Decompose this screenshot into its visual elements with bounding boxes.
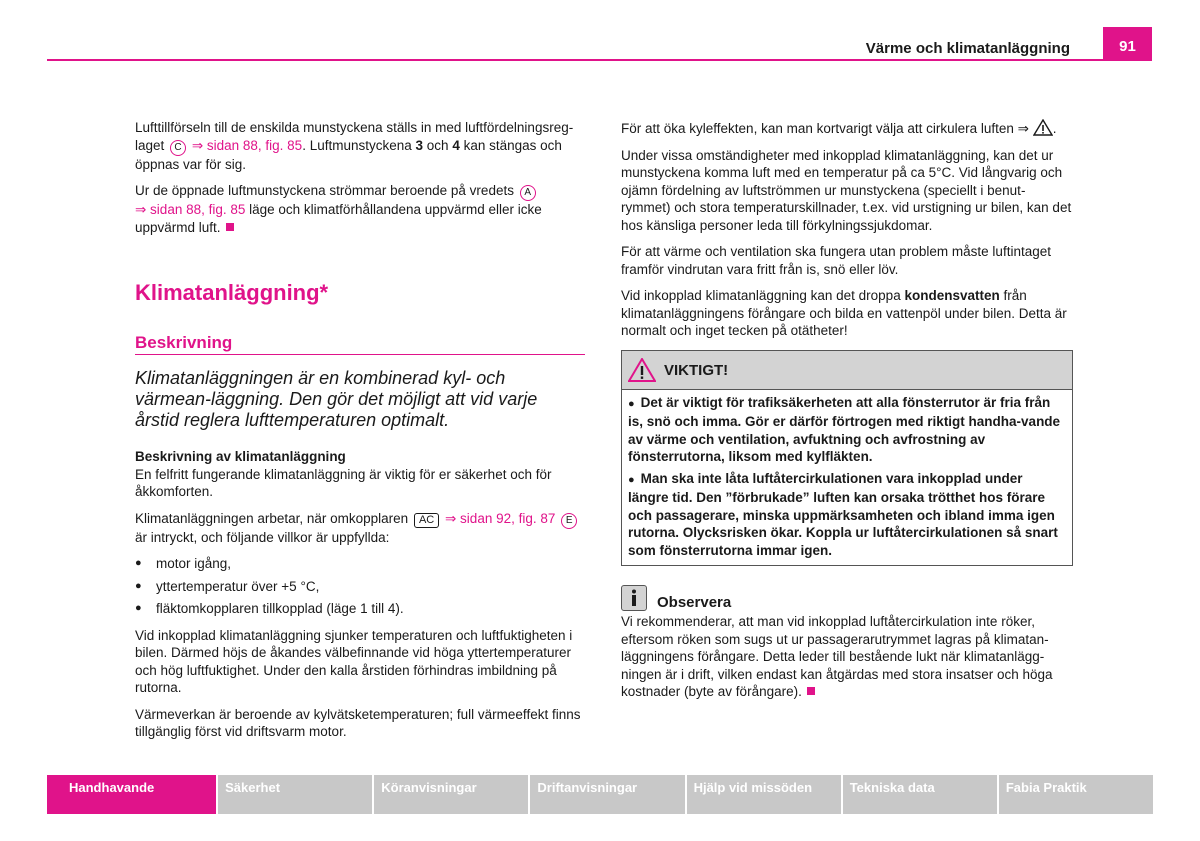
lead-paragraph: Klimatanläggningen är en kombinerad kyl- och värmean-läggning. Den gör det möjligt att vid varje årstid reglera lufttemperaturen optimalt. <box>135 368 538 430</box>
cross-reference-link[interactable]: ⇒ sidan 92, fig. 87 <box>445 510 556 526</box>
paragraph-cooling: För att öka kyleffekten, kan man kortvarigt välja att cirkulera luften ⇒ . <box>621 121 1057 136</box>
paragraph-intro: En felfritt fungerande klimatanläggning är viktig för er säkerhet och för åkkomforten. <box>135 466 552 499</box>
tab-sakerhet[interactable]: Säkerhet <box>218 775 372 814</box>
warning-item: ● Det är viktigt för trafiksäkerheten att alla fönsterrutor är fria från is, snö och imma. Gör er därför förtrogen med riktigt handha-vande av värme och ventilation, avfuktning och avfrostning av fönsterrutorna, liksom med kylfläkten. <box>628 394 1061 464</box>
note-header <box>621 585 1073 613</box>
bullet-icon: ● <box>628 473 635 486</box>
warning-body <box>622 390 1072 566</box>
conditions-list <box>135 555 585 618</box>
section-end-marker <box>807 687 815 695</box>
warning-header <box>622 351 1072 390</box>
bullet-icon: ● <box>628 397 635 410</box>
page-number: 91 <box>1103 27 1152 61</box>
tab-tekniska-data[interactable]: Tekniska data <box>843 775 997 814</box>
paragraph-airflow: Ur de öppnade luftmunstyckena strömmar beroende på vredets A ⇒ sidan 88, fig. 85 läge och klimatförhållandena uppvärmd eller icke uppvärmd luft. <box>135 183 542 235</box>
tab-fabia-praktik[interactable]: Fabia Praktik <box>999 775 1153 814</box>
header-rule <box>47 59 1152 61</box>
footer-nav <box>47 775 1153 814</box>
tab-handhavande[interactable]: Handhavande <box>47 775 216 814</box>
left-column <box>135 119 585 750</box>
list-item: ● motor igång, <box>135 555 585 573</box>
tab-koranvisningar[interactable]: Köranvisningar <box>374 775 528 814</box>
note-title: Observera <box>657 594 732 611</box>
control-c-marker: C <box>170 140 186 156</box>
paragraph-heading: Beskrivning av klimatanläggning <box>135 449 346 464</box>
control-a-marker: A <box>520 185 536 201</box>
section-end-marker <box>226 223 234 231</box>
list-item: ● fläktomkopplaren tillkopplad (läge 1 till 4). <box>135 600 585 618</box>
ac-button-symbol: AC <box>414 513 439 528</box>
paragraph-condensation: Vid inkopplad klimatanläggning kan det droppa kondensvatten från klimatanläggningens förångare och bilda en vattenpöl under bilen. Detta är normalt och inget tecken på otätheter! <box>621 288 1067 338</box>
running-header-title: Värme och klimatanläggning <box>865 40 1070 57</box>
right-column <box>621 119 1073 710</box>
tab-hjalp-vid-missoden[interactable]: Hjälp vid missöden <box>687 775 841 814</box>
warning-triangle-icon <box>1033 119 1053 136</box>
paragraph-effect: Vid inkopplad klimatanläggning sjunker temperaturen och luftfuktigheten i bilen. Därmed höjs de åkandes välbefinnande vid höga yttertemperaturer och hög luftfuktighet. Under den kalla årstiden förhindras imbildning på rutorna. <box>135 627 573 695</box>
note-text: Vi rekommenderar, att man vid inkopplad luftåtercirkulation inte röker, eftersom röken som sugs ut ur passagerarutrymmet lagras på klimatan-läggningens förångare. Detta leder till bestående lukt när klimatanlägg-ningen är i drift, vilken endast kan åtgärdas med stora insatser och höga kostnader (byte av förångare). <box>621 614 1053 699</box>
control-e-marker: E <box>561 513 577 529</box>
paragraph-air-supply: Lufttillförseln till de enskilda munstyckena ställs in med luftfördelningsreg-laget C ⇒ sidan 88, fig. 85. Luftmunstyckena 3 och 4 kan stängas och öppnas var för sig. <box>135 120 574 172</box>
list-item: ● yttertemperatur över +5 °C, <box>135 578 585 596</box>
info-icon <box>621 585 647 611</box>
tab-driftanvisningar[interactable]: Driftanvisningar <box>530 775 684 814</box>
warning-item: ● Man ska inte låta luftåtercirkulationen vara inkopplad under längre tid. Den ”förbrukade” luften kan orsaka trötthet hos förare och passagerare, minska uppmärksamheten och ibland imma igen rutorna. Olycksrisken ökar. Koppla ur luftåtercirkulationen så snart som fönsterrutorna immar igen. <box>628 470 1058 558</box>
paragraph-cold-air: Under vissa omständigheter med inkopplad klimatanläggning, kan det ur munstyckena komma luft med en temperatur på ca 5°C. Vid långvarig och ojämn fördelning av luftströmmen ur munstyckena (speciellt i benut-rymmet) och stora temperaturskillnader, t.ex. vid urstigning ur bilen, kan det hos känsliga personer leda till förkylningssjukdomar. <box>621 147 1072 233</box>
subsection-heading: Beskrivning <box>135 333 585 355</box>
paragraph-air-intake: För att värme och ventilation ska fungera utan problem måste luftintaget framför vindrutan vara fritt från is, snö eller löv. <box>621 244 1051 277</box>
section-heading: Klimatanläggning* <box>135 280 329 305</box>
warning-box <box>621 350 1073 567</box>
cross-reference-link[interactable]: ⇒ sidan 88, fig. 85 <box>191 137 303 153</box>
paragraph-heating: Värmeverkan är beroende av kylvätsketemperaturen; full värmeeffekt finns tillgänglig först vid driftsvarm motor. <box>135 706 581 739</box>
warning-title: VIKTIGT! <box>664 361 729 379</box>
cross-reference-link[interactable]: ⇒ sidan 88, fig. 85 <box>135 202 246 217</box>
warning-triangle-icon <box>628 358 656 382</box>
paragraph-ac-conditions: Klimatanläggningen arbetar, när omkopplaren AC ⇒ sidan 92, fig. 87 E är intryckt, och följande villkor är uppfyllda: <box>135 510 585 547</box>
